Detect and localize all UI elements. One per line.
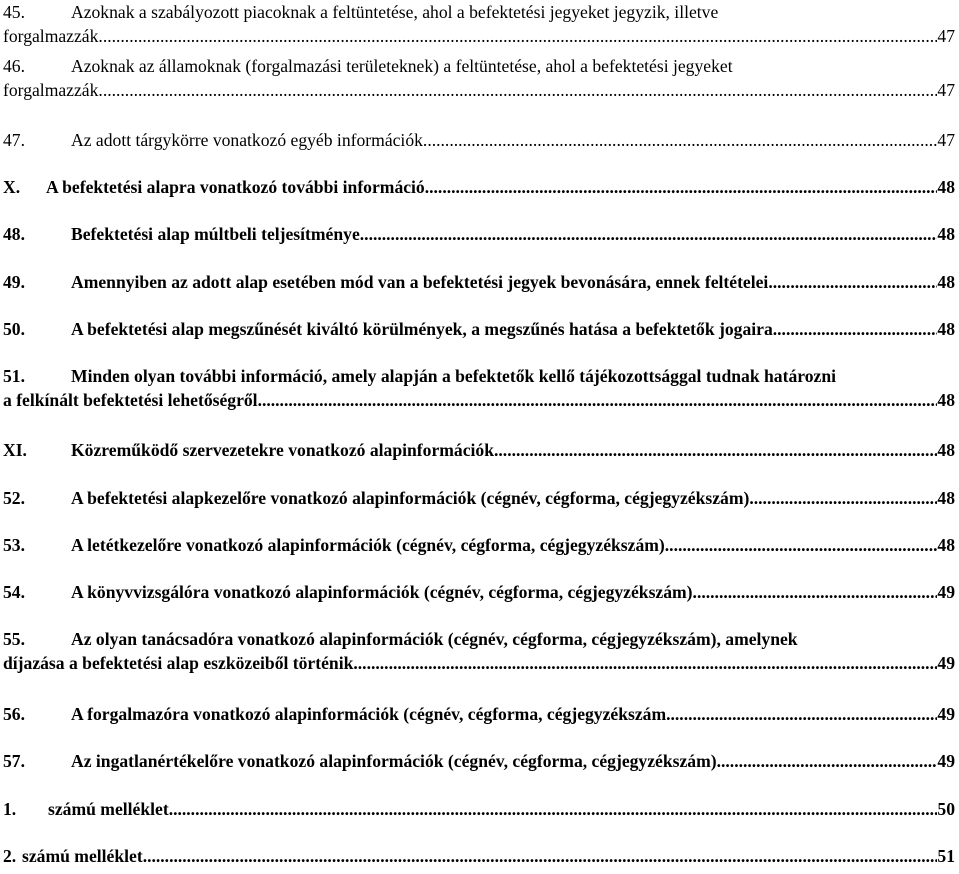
toc-leader-dots [103,78,938,102]
toc-page-number: 48 [937,177,955,197]
toc-entry-line [3,651,955,675]
toc-entry-number: XI. [3,440,27,460]
toc-page-number: 47 [937,26,955,46]
toc-entry-title: Befektetési alap múltbeli teljesítménye [71,224,360,244]
toc-leader-dots [693,580,938,604]
toc-page-number: 48 [937,488,955,508]
toc-entry-title: Azoknak az államoknak (forgalmazási területeknek) a feltüntetése, ahol a befektetési jegyeket [71,56,733,76]
toc-entry[interactable] [3,580,955,604]
toc-entry-title: A befektetési alapkezelőre vonatkozó alapinformációk (cégnév, cégforma, cégjegyzékszám) [71,488,750,508]
toc-entry[interactable] [3,627,955,675]
toc-entry-line [3,128,955,152]
toc-page-number: 50 [937,799,955,819]
toc-entry-number: X. [3,177,21,197]
toc-entry-number: 46. [3,56,25,76]
toc-leader-dots [103,24,938,48]
toc-page-number: 47 [937,80,955,100]
toc-entry-line [3,797,955,821]
toc-entry-title: forgalmazzák. [3,26,103,46]
toc-entry[interactable] [3,844,955,868]
toc-entry-title: A befektetési alapra vonatkozó további információ [46,177,425,197]
toc-entry-number: 47. [3,130,25,150]
toc-page-number: 48 [937,390,955,410]
toc-page-number: 49 [937,704,955,724]
toc-page-number: 49 [937,582,955,602]
toc-leader-dots [258,388,938,412]
toc-entry-title: A forgalmazóra vonatkozó alapinformációk (cégnév, cégforma, cégjegyzékszám [71,704,667,724]
toc-entry-line [3,24,955,48]
toc-entry-line [3,78,955,102]
toc-entry-title: A könyvvizsgálóra vonatkozó alapinformációk (cégnév, cégforma, cégjegyzékszám) [71,582,693,602]
toc-entry[interactable] [3,54,955,102]
toc-page-number: 49 [937,751,955,771]
toc-leader-dots [773,317,938,341]
toc-entry-number: 1. [3,799,17,819]
toc-entry-number: 57. [3,751,25,771]
toc-entry-title: a felkínált befektetési lehetőségről [3,390,258,410]
toc-leader-dots [717,749,938,773]
toc-entry[interactable] [3,0,955,48]
toc-leader-dots [749,486,937,510]
toc-page-number: 51 [937,846,955,866]
toc-entry-title: Az ingatlanértékelőre vonatkozó alapinformációk (cégnév, cégforma, cégjegyzékszám) [71,751,717,771]
toc-entry-title: Minden olyan további információ, amely alapján a befektetők kellő tájékozottsággal tudnak határozni [71,366,837,386]
toc-entry-title: forgalmazzák. [3,80,103,100]
toc-page-number: 48 [937,224,955,244]
toc-entry[interactable] [3,797,955,821]
toc-leader-dots [425,175,938,199]
toc-entry-number: 51. [3,366,25,386]
toc-entry-title: számú melléklet [48,799,169,819]
toc-leader-dots [169,797,938,821]
toc-entry-title: díjazása a befektetési alap eszközeiből történik [3,653,354,673]
toc-page-number: 48 [937,319,955,339]
toc-entry-line [3,388,955,412]
toc-page-number: 48 [937,535,955,555]
toc-leader-dots [360,222,938,246]
toc-entry[interactable] [3,317,955,341]
toc-leader-dots [768,270,937,294]
toc-entry-line [3,438,955,462]
toc-entry[interactable] [3,438,955,462]
toc-entry-line [3,175,955,199]
toc-leader-dots [494,438,937,462]
toc-page-number: 48 [937,272,955,292]
toc-entry-title: A letétkezelőre vonatkozó alapinformációk (cégnév, cégforma, cégjegyzékszám) [71,535,665,555]
toc-entry-number: 56. [3,704,25,724]
toc-leader-dots [666,702,937,726]
toc-entry-line [3,844,955,868]
toc-entry-line [3,749,955,773]
toc-entry-number: 2. [3,846,17,866]
toc-entry-title: A befektetési alap megszűnését kiváltó körülmények, a megszűnés hatása a befektetők jogaira [71,319,773,339]
toc-entry-title: Amennyiben az adott alap esetében mód van a befektetési jegyek bevonására, ennek feltételei [71,272,769,292]
toc-leader-dots [665,533,938,557]
toc-entry-number: 53. [3,535,25,555]
toc-entry-number: 50. [3,319,25,339]
toc-entry-line [3,627,955,651]
toc-entry[interactable] [3,533,955,557]
toc-entry-number: 52. [3,488,25,508]
toc-entry-number: 55. [3,629,25,649]
toc-entry-title: Az olyan tanácsadóra vonatkozó alapinformációk (cégnév, cégforma, cégjegyzékszám), amelynek [71,629,798,649]
toc-entry-number: 48. [3,224,25,244]
toc-entry-title: Az adott tárgykörre vonatkozó egyéb információk [71,130,423,150]
toc-entry-line [3,222,955,246]
toc-entry-line [3,0,955,24]
toc-entry-line [3,533,955,557]
toc-entry[interactable] [3,175,955,199]
toc-entry[interactable] [3,749,955,773]
toc-entry-line [3,364,955,388]
toc-page-number: 49 [937,653,955,673]
toc-entry[interactable] [3,702,955,726]
toc-entry[interactable] [3,128,955,152]
toc-leader-dots [423,128,937,152]
toc-entry-title: számú melléklet [22,846,143,866]
toc-entry-line [3,486,955,510]
toc-entry[interactable] [3,222,955,246]
toc-entry-line [3,580,955,604]
toc-entry-line [3,702,955,726]
toc-entry-line [3,54,955,78]
toc-entry[interactable] [3,486,955,510]
toc-page-number: 47 [937,130,955,150]
toc-entry-title: Közreműködő szervezetekre vonatkozó alapinformációk [71,440,494,460]
toc-entry-line [3,270,955,294]
toc-entry-number: 45. [3,2,25,22]
toc-entry-line [3,317,955,341]
toc-leader-dots [143,844,938,868]
toc-page-number: 48 [937,440,955,460]
toc-entry[interactable] [3,270,955,294]
toc-entry[interactable] [3,364,955,412]
toc-entry-title: Azoknak a szabályozott piacoknak a feltüntetése, ahol a befektetési jegyeket jegyzik, illetve [71,2,719,22]
toc-leader-dots [353,651,937,675]
toc-entry-number: 49. [3,272,25,292]
toc-entry-number: 54. [3,582,25,602]
